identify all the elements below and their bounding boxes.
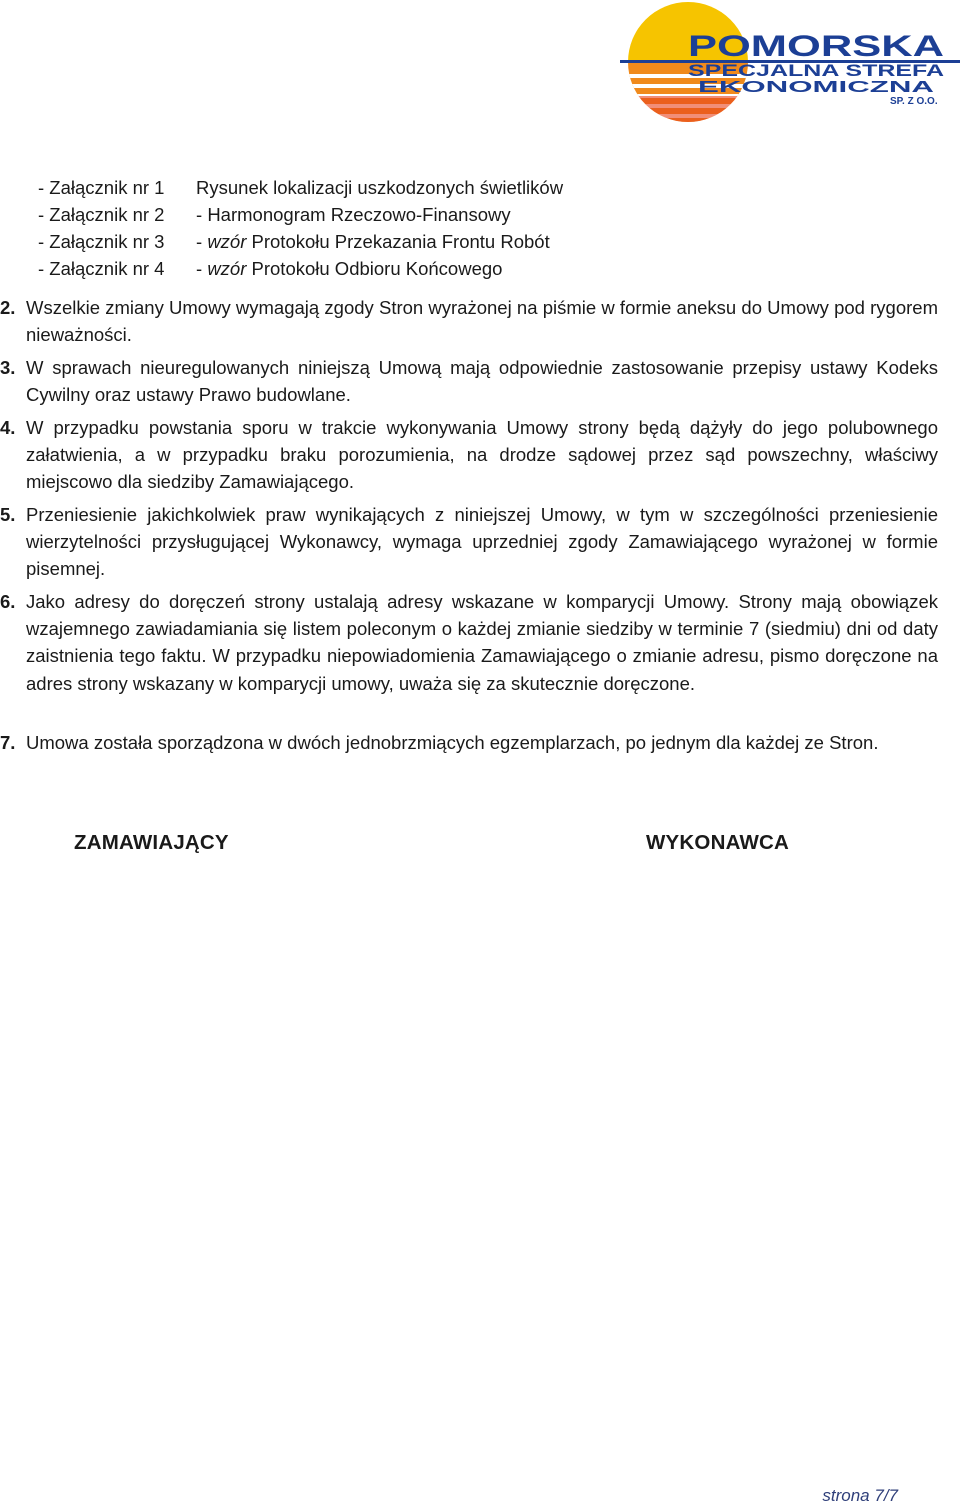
logo-line1: POMORSKA bbox=[688, 30, 944, 63]
attachment-label: - Załącznik nr 4 bbox=[38, 258, 165, 279]
paragraph-7 bbox=[0, 729, 938, 756]
paragraph-text: Wszelkie zmiany Umowy wymagają zgody Stron wyrażonej na piśmie w formie aneksu do Umowy pod rygorem nieważności. bbox=[26, 297, 938, 346]
paragraph-2 bbox=[0, 294, 938, 348]
paragraph-number: 2. bbox=[0, 297, 16, 318]
attachment-text: Protokołu Przekazania Frontu Robót bbox=[246, 231, 550, 252]
paragraph-text: Umowa została sporządzona w dwóch jednobrzmiących egzemplarzach, po jednym dla każdej ze Stron. bbox=[26, 732, 879, 753]
logo-line2: SPECJALNA STREFA bbox=[688, 61, 944, 80]
paragraph-3 bbox=[0, 354, 938, 408]
attachment-sep: - bbox=[196, 231, 208, 252]
attachment-text: Protokołu Odbioru Końcowego bbox=[246, 258, 503, 279]
attachment-text: Harmonogram Rzeczowo-Finansowy bbox=[207, 204, 511, 225]
attachment-item bbox=[38, 255, 502, 282]
logo-line3: EKONOMICZNA bbox=[698, 79, 935, 96]
attachment-sep: - bbox=[196, 258, 208, 279]
attachment-label: - Załącznik nr 1 bbox=[38, 177, 165, 198]
company-logo bbox=[620, 0, 960, 128]
page-number: strona 7/7 bbox=[822, 1486, 898, 1505]
paragraph-6 bbox=[0, 588, 938, 697]
attachment-label: - Załącznik nr 3 bbox=[38, 231, 165, 252]
paragraph-4 bbox=[0, 414, 938, 496]
paragraph-number: 3. bbox=[0, 357, 16, 378]
paragraph-5 bbox=[0, 501, 938, 583]
attachment-sep: - bbox=[196, 204, 208, 225]
attachment-item bbox=[38, 174, 563, 201]
logo-line4: SP. Z O.O. bbox=[890, 96, 938, 107]
paragraph-text: Przeniesienie jakichkolwiek praw wynikających z niniejszej Umowy, w tym w szczególności przeniesienie wierzytelności przysługującej Wykonawcy, wymaga uprzedniej zgody Zamawiającego wyrażonej w formie pisemnej. bbox=[26, 504, 938, 580]
paragraph-number: 6. bbox=[0, 591, 16, 612]
paragraph-number: 4. bbox=[0, 417, 16, 438]
attachment-label: - Załącznik nr 2 bbox=[38, 204, 165, 225]
attachment-text: Rysunek lokalizacji uszkodzonych świetlików bbox=[196, 177, 564, 198]
signature-client: ZAMAWIAJĄCY bbox=[74, 831, 229, 854]
paragraph-number: 5. bbox=[0, 504, 16, 525]
paragraph-text: W przypadku powstania sporu w trakcie wykonywania Umowy strony będą dążyły do jego polubownego załatwienia, a w przypadku braku porozumienia, na drodze sądowej przez sąd powszechny, właściwy miejscowo dla siedziby Zamawiającego. bbox=[26, 417, 938, 493]
attachment-prefix: wzór bbox=[207, 258, 247, 279]
attachment-item bbox=[38, 228, 550, 255]
attachment-item bbox=[38, 201, 511, 228]
paragraph-text: W sprawach nieuregulowanych niniejszą Umową mają odpowiednie zastosowanie przepisy ustawy Kodeks Cywilny oraz ustawy Prawo budowlane. bbox=[26, 357, 938, 406]
signature-contractor: WYKONAWCA bbox=[646, 831, 790, 854]
paragraph-text: Jako adresy do doręczeń strony ustalają adresy wskazane w komparycji Umowy. Strony mają obowiązek wzajemnego zawiadamiania się listem poleconym o każdej zmianie siedziby w terminie 7 (siedmiu) dni od daty zaistnienia tego faktu. W przypadku niepowiadomienia Zamawiającego o zmianie adresu, pismo doręczone na adres strony wskazany w komparycji umowy, uważa się za skutecznie doręczone. bbox=[26, 591, 938, 694]
attachment-prefix: wzór bbox=[207, 231, 247, 252]
paragraph-number: 7. bbox=[0, 732, 16, 753]
